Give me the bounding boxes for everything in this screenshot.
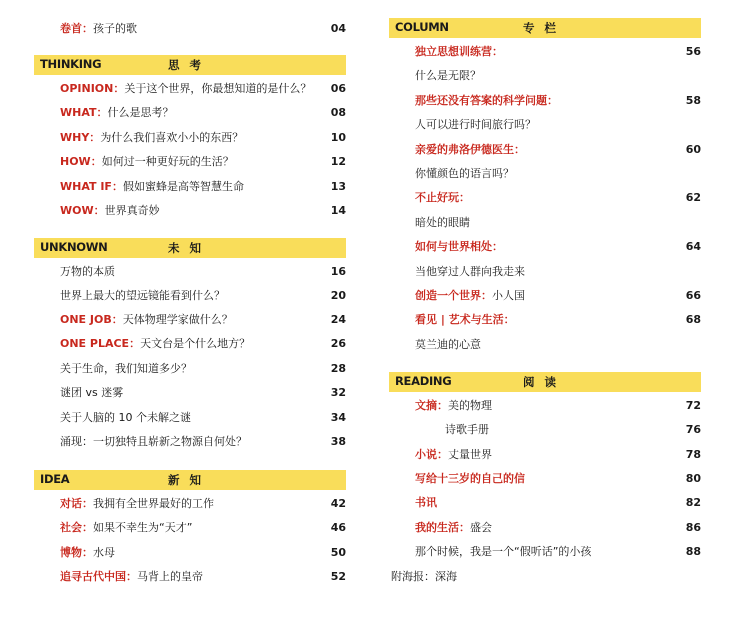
entry-prefix: 对话： bbox=[60, 497, 93, 510]
toc-entry[interactable] bbox=[389, 397, 701, 415]
entry-title: 什么是无限？ bbox=[415, 69, 481, 82]
entry-page: 12 bbox=[330, 155, 346, 168]
section-title-zh: 未 知 bbox=[168, 241, 205, 255]
entry-page: 32 bbox=[330, 386, 346, 399]
entry-prefix: WHAT： bbox=[60, 106, 108, 119]
toc-entry[interactable] bbox=[389, 189, 701, 207]
entry-title: 水母 bbox=[93, 546, 115, 559]
entry-title: 你懂颜色的语言吗？ bbox=[415, 167, 514, 180]
toc-entry[interactable] bbox=[34, 568, 346, 586]
entry-title: 那个时候，我是一个“假听话”的小孩 bbox=[415, 545, 592, 558]
entry-title: 关于人脑的 10 个未解之谜 bbox=[60, 411, 191, 424]
entry-prefix: 我的生活： bbox=[415, 521, 470, 534]
toc-entry[interactable] bbox=[34, 104, 346, 122]
toc-entry[interactable] bbox=[389, 421, 701, 439]
section-title-zh: 专 栏 bbox=[523, 21, 560, 35]
entry-page: 38 bbox=[330, 435, 346, 448]
toc-entry[interactable] bbox=[34, 495, 346, 513]
entry-title: 盛会 bbox=[470, 521, 492, 534]
section-title-en: UNKNOWN bbox=[40, 240, 108, 254]
entry-page: 60 bbox=[685, 143, 701, 156]
entry-prefix: ONE JOB： bbox=[60, 313, 123, 326]
toc-entry[interactable] bbox=[34, 384, 346, 402]
entry-prefix: 如何与世界相处： bbox=[415, 240, 503, 253]
entry-title: 如何过一种更好玩的生活？ bbox=[101, 155, 234, 168]
entry-title: 世界上最大的望远镜能看到什么？ bbox=[60, 289, 225, 302]
entry-page: 52 bbox=[330, 570, 346, 583]
entry-page: 66 bbox=[685, 289, 701, 302]
toc-entry[interactable] bbox=[34, 153, 346, 171]
entry-prefix: WOW： bbox=[60, 204, 105, 217]
entry-page: 28 bbox=[330, 362, 346, 375]
toc-entry[interactable] bbox=[34, 433, 346, 451]
toc-entry[interactable] bbox=[34, 80, 346, 98]
entry-title: 附海报：深海 bbox=[391, 570, 457, 583]
toc-entry[interactable] bbox=[34, 519, 346, 537]
entry-page: 56 bbox=[685, 45, 701, 58]
entry-prefix: 博物： bbox=[60, 546, 93, 559]
entry-title: 美的物理 bbox=[448, 399, 492, 412]
entry-prefix: 不止好玩： bbox=[415, 191, 470, 204]
section-header-thinking bbox=[34, 55, 346, 75]
section-title-en: IDEA bbox=[40, 472, 70, 486]
entry-page: 88 bbox=[685, 545, 701, 558]
toc-entry[interactable] bbox=[389, 43, 701, 61]
entry-page: 76 bbox=[685, 423, 701, 436]
section-title-en: READING bbox=[395, 374, 452, 388]
entry-page: 13 bbox=[330, 180, 346, 193]
entry-title: 关于生命，我们知道多少？ bbox=[60, 362, 192, 375]
entry-page: 20 bbox=[330, 289, 346, 302]
entry-prefix: 追寻古代中国： bbox=[60, 570, 137, 583]
entry-title: 世界真奇妙 bbox=[104, 204, 160, 217]
entry-prefix: 社会： bbox=[60, 521, 93, 534]
entry-title: 涌现：一切独特且崭新之物源自何处？ bbox=[60, 435, 247, 448]
entry-prefix: 看见 | 艺术与生活： bbox=[415, 313, 515, 326]
entry-prefix: 创造一个世界： bbox=[415, 289, 492, 302]
entry-page: 14 bbox=[330, 204, 346, 217]
toc-entry[interactable] bbox=[389, 287, 701, 305]
entry-page: 46 bbox=[330, 521, 346, 534]
entry-title: 如果不幸生为“天才” bbox=[93, 521, 193, 534]
entry-title: 假如蜜蜂是高等智慧生命 bbox=[122, 180, 244, 193]
section-title-zh: 阅 读 bbox=[523, 375, 560, 389]
toc-entry-poster[interactable] bbox=[389, 568, 701, 586]
entry-prefix: 书讯 bbox=[415, 496, 437, 509]
entry-title: 天文台是个什么地方？ bbox=[140, 337, 251, 350]
entry-page: 62 bbox=[685, 191, 701, 204]
section-title-en: THINKING bbox=[40, 57, 102, 71]
entry-page: 34 bbox=[330, 411, 346, 424]
section-header-reading bbox=[389, 372, 701, 392]
toc-entry[interactable] bbox=[389, 519, 701, 537]
toc-entry[interactable] bbox=[389, 543, 701, 561]
entry-page: 04 bbox=[330, 22, 346, 35]
entry-page: 08 bbox=[330, 106, 346, 119]
entry-page: 58 bbox=[685, 94, 701, 107]
toc-entry[interactable] bbox=[34, 287, 346, 305]
section-title-zh: 思 考 bbox=[168, 58, 205, 72]
toc-entry[interactable] bbox=[34, 263, 346, 281]
entry-title: 诗歌手册 bbox=[445, 423, 489, 436]
entry-page: 26 bbox=[330, 337, 346, 350]
section-title-zh: 新 知 bbox=[168, 473, 205, 487]
entry-prefix: 独立思想训练营： bbox=[415, 45, 503, 58]
entry-title: 莫兰迪的心意 bbox=[415, 338, 481, 351]
entry-title: 当他穿过人群向我走来 bbox=[415, 265, 525, 278]
entry-prefix: OPINION： bbox=[60, 82, 125, 95]
toc-entry[interactable] bbox=[389, 214, 701, 232]
entry-title: 孩子的歌 bbox=[93, 22, 137, 35]
entry-title: 我拥有全世界最好的工作 bbox=[93, 497, 214, 510]
toc-entry[interactable] bbox=[389, 470, 701, 488]
entry-prefix: 卷首： bbox=[60, 22, 93, 35]
toc-entry[interactable] bbox=[34, 335, 346, 353]
entry-title: 什么是思考？ bbox=[107, 106, 174, 119]
toc-entry[interactable] bbox=[389, 67, 701, 85]
entry-prefix: 小说： bbox=[415, 448, 448, 461]
toc-entry[interactable] bbox=[34, 360, 346, 378]
entry-page: 42 bbox=[330, 497, 346, 510]
toc-entry[interactable] bbox=[389, 336, 701, 354]
toc-entry[interactable] bbox=[34, 409, 346, 427]
entry-page: 24 bbox=[330, 313, 346, 326]
entry-page: 68 bbox=[685, 313, 701, 326]
entry-title: 小人国 bbox=[492, 289, 525, 302]
entry-title: 人可以进行时间旅行吗？ bbox=[415, 118, 536, 131]
entry-prefix: 亲爱的弗洛伊德医生： bbox=[415, 143, 525, 156]
entry-page: 50 bbox=[330, 546, 346, 559]
entry-page: 72 bbox=[685, 399, 701, 412]
entry-page: 82 bbox=[685, 496, 701, 509]
toc-entry[interactable] bbox=[34, 178, 346, 196]
toc-entry[interactable] bbox=[389, 165, 701, 183]
toc-entry[interactable] bbox=[389, 494, 701, 512]
entry-title: 天体物理学家做什么？ bbox=[122, 313, 233, 326]
toc-entry[interactable] bbox=[389, 238, 701, 256]
entry-page: 10 bbox=[330, 131, 346, 144]
section-header-unknown bbox=[34, 238, 346, 258]
entry-page: 06 bbox=[330, 82, 346, 95]
entry-title: 为什么我们喜欢小小的东西？ bbox=[100, 131, 244, 144]
entry-page: 16 bbox=[330, 265, 346, 278]
toc-entry[interactable] bbox=[34, 129, 346, 147]
toc-entry[interactable] bbox=[389, 116, 701, 134]
entry-page: 86 bbox=[685, 521, 701, 534]
toc-entry-preface[interactable] bbox=[34, 20, 346, 38]
entry-title: 关于这个世界，你最想知道的是什么？ bbox=[124, 82, 312, 95]
entry-title: 暗处的眼睛 bbox=[415, 216, 470, 229]
entry-prefix: 那些还没有答案的科学问题： bbox=[415, 94, 558, 107]
entry-page: 64 bbox=[685, 240, 701, 253]
entry-title: 马背上的皇帝 bbox=[137, 570, 203, 583]
entry-prefix: HOW： bbox=[60, 155, 102, 168]
entry-title: 谜团 vs 迷雾 bbox=[60, 386, 124, 399]
toc-entry[interactable] bbox=[389, 263, 701, 281]
toc-entry[interactable] bbox=[389, 92, 701, 110]
toc-entry[interactable] bbox=[34, 544, 346, 562]
section-header-idea bbox=[34, 470, 346, 490]
entry-title: 万物的本质 bbox=[60, 265, 115, 278]
entry-prefix: ONE PLACE： bbox=[60, 337, 141, 350]
toc-entry[interactable] bbox=[34, 202, 346, 220]
section-title-en: COLUMN bbox=[395, 20, 449, 34]
entry-prefix: WHAT IF： bbox=[60, 180, 123, 193]
toc-entry[interactable] bbox=[389, 446, 701, 464]
entry-title: 丈量世界 bbox=[448, 448, 492, 461]
entry-page: 78 bbox=[685, 448, 701, 461]
toc-entry[interactable] bbox=[34, 311, 346, 329]
entry-page: 80 bbox=[685, 472, 701, 485]
toc-entry[interactable] bbox=[389, 311, 701, 329]
entry-prefix: 文摘： bbox=[415, 399, 448, 412]
section-header-column bbox=[389, 18, 701, 38]
toc-entry[interactable] bbox=[389, 141, 701, 159]
entry-prefix: WHY： bbox=[60, 131, 101, 144]
entry-prefix: 写给十三岁的自己的信 bbox=[415, 472, 525, 485]
